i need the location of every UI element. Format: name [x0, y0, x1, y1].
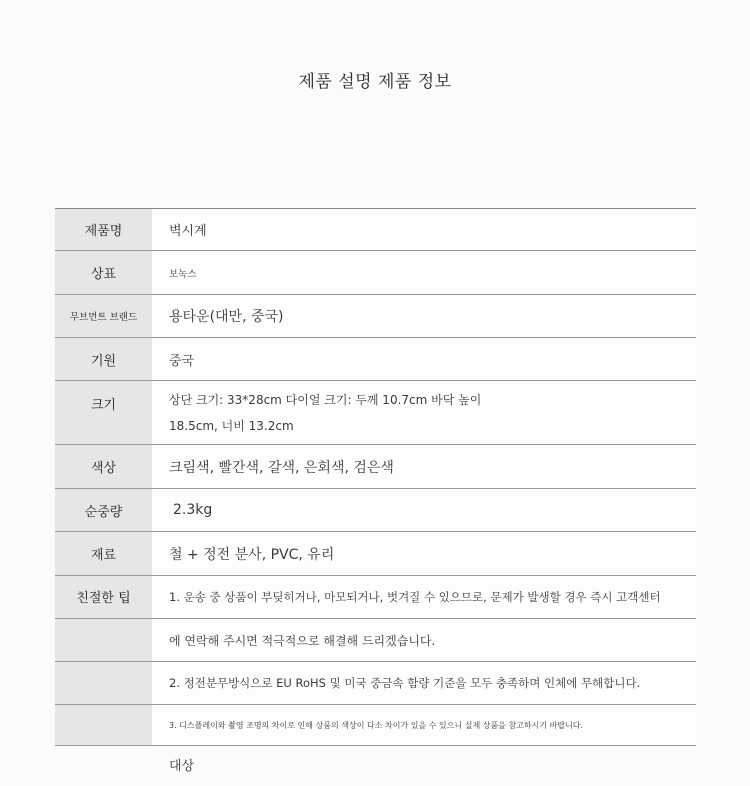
row-label: 순중량: [55, 489, 152, 531]
table-row: [55, 746, 696, 782]
row-label: 무브먼트 브랜드: [55, 295, 152, 337]
table-row: [55, 532, 696, 576]
table-row: [55, 489, 696, 532]
row-label: 크기: [55, 381, 152, 444]
row-value: 용타운(대만, 중국): [152, 295, 696, 337]
row-label: 색상: [55, 445, 152, 488]
table-row: [55, 338, 696, 381]
row-value: 2.3kg: [152, 489, 696, 531]
table-row: [55, 445, 696, 489]
row-label: 상표: [55, 251, 152, 294]
row-value: 1. 운송 중 상품이 부딪히거나, 마모되거나, 벗겨질 수 있으므로, 문제가 발생할 경우 즉시 고객센터: [152, 576, 696, 618]
row-value: 벽시계: [152, 209, 696, 250]
row-label: [55, 662, 152, 704]
size-line-1: 상단 크기: 33*28cm 다이얼 크기: 두께 10.7cm 바닥 높이: [169, 392, 482, 407]
table-row: [55, 662, 696, 705]
row-label: [55, 619, 152, 661]
table-row: [55, 705, 696, 746]
row-value: 중국: [152, 338, 696, 380]
table-row: [55, 576, 696, 619]
table-row: [55, 251, 696, 295]
row-label: [55, 746, 152, 782]
table-row: [55, 295, 696, 338]
row-label: [55, 705, 152, 745]
table-row: [55, 619, 696, 662]
table-row: [55, 209, 696, 251]
row-value: [152, 381, 696, 444]
row-label: 재료: [55, 532, 152, 575]
row-value: 크림색, 빨간색, 갈색, 은회색, 검은색: [152, 445, 696, 488]
size-line-2: 18.5cm, 너비 13.2cm: [169, 418, 294, 433]
row-value: 2. 정전분무방식으로 EU RoHS 및 미국 중금속 함량 기준을 모두 충족하며 인체에 무해합니다.: [152, 662, 696, 704]
row-label: 제품명: [55, 209, 152, 250]
spec-table: [55, 208, 696, 782]
page-title: 제품 설명 제품 정보: [298, 72, 452, 92]
row-label: 기원: [55, 338, 152, 380]
row-value: 철 + 정전 분사, PVC, 유리: [152, 532, 696, 575]
row-value: 대상: [169, 758, 195, 774]
row-value: 보녹스: [152, 251, 696, 294]
table-row: [55, 381, 696, 445]
row-value: 3. 디스플레이와 촬영 조명의 차이로 인해 상품의 색상이 다소 차이가 있을 수 있으니 실제 상품을 참고하시기 바랍니다.: [152, 705, 696, 745]
row-value: 에 연락해 주시면 적극적으로 해결해 드리겠습니다.: [152, 619, 696, 661]
row-label: 친절한 팁: [55, 576, 152, 618]
